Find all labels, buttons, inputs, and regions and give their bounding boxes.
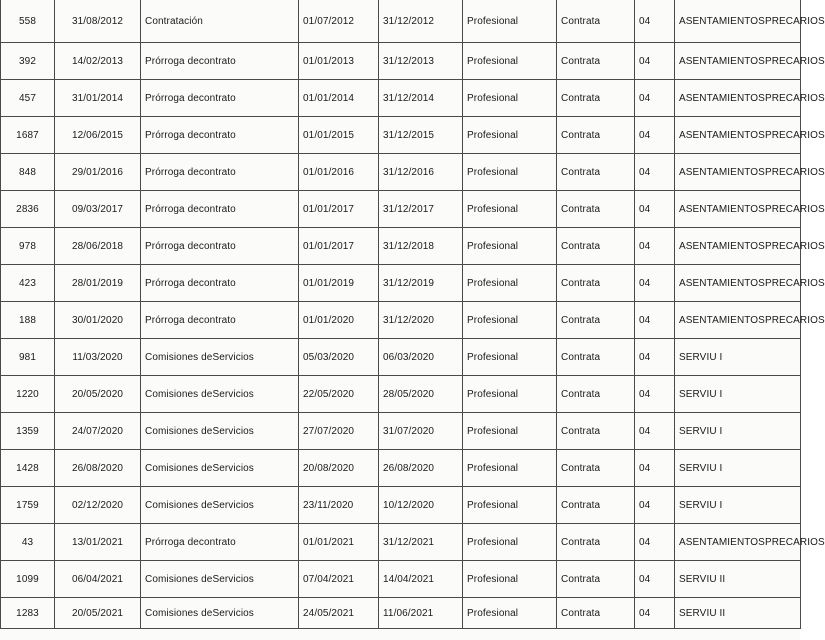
start-date-cell: 27/07/2020 — [299, 413, 379, 450]
action-type-cell: Comisiones deServicios — [141, 339, 299, 376]
start-date-cell: 01/01/2020 — [299, 302, 379, 339]
resolution-number-cell: 188 — [1, 302, 55, 339]
resolution-number-cell: 1687 — [1, 117, 55, 154]
resolution-number-cell: 1428 — [1, 450, 55, 487]
grade-cell: 04 — [635, 413, 675, 450]
resolution-number-cell: 1759 — [1, 487, 55, 524]
assignment-unit-cell: ASENTAMIENTOSPRECARIOS — [675, 117, 801, 154]
contract-type-cell: Contrata — [557, 117, 635, 154]
staff-category-cell: Profesional — [463, 487, 557, 524]
start-date-cell: 01/01/2017 — [299, 191, 379, 228]
grade-cell: 04 — [635, 228, 675, 265]
action-type-cell: Comisiones deServicios — [141, 598, 299, 629]
staff-category-cell: Profesional — [463, 302, 557, 339]
assignment-unit-cell: SERVIU I — [675, 450, 801, 487]
end-date-cell: 31/12/2017 — [379, 191, 463, 228]
table-row — [1, 0, 801, 43]
contract-type-cell: Contrata — [557, 43, 635, 80]
staff-category-cell: Profesional — [463, 413, 557, 450]
contract-type-cell: Contrata — [557, 228, 635, 265]
resolution-date-cell: 26/08/2020 — [55, 450, 141, 487]
start-date-cell: 20/08/2020 — [299, 450, 379, 487]
grade-cell: 04 — [635, 339, 675, 376]
action-type-cell: Prórroga decontrato — [141, 302, 299, 339]
end-date-cell: 31/12/2015 — [379, 117, 463, 154]
end-date-cell: 26/08/2020 — [379, 450, 463, 487]
assignment-unit-cell: ASENTAMIENTOSPRECARIOS — [675, 80, 801, 117]
contract-type-cell: Contrata — [557, 413, 635, 450]
contract-type-cell: Contrata — [557, 561, 635, 598]
staff-category-cell: Profesional — [463, 598, 557, 629]
staff-category-cell: Profesional — [463, 228, 557, 265]
end-date-cell: 14/04/2021 — [379, 561, 463, 598]
start-date-cell: 01/01/2013 — [299, 43, 379, 80]
assignment-unit-cell: SERVIU I — [675, 487, 801, 524]
contract-type-cell: Contrata — [557, 339, 635, 376]
staff-category-cell: Profesional — [463, 0, 557, 43]
end-date-cell: 11/06/2021 — [379, 598, 463, 629]
resolution-date-cell: 14/02/2013 — [55, 43, 141, 80]
resolution-number-cell: 1359 — [1, 413, 55, 450]
start-date-cell: 01/01/2017 — [299, 228, 379, 265]
start-date-cell: 01/01/2014 — [299, 80, 379, 117]
resolution-date-cell: 29/01/2016 — [55, 154, 141, 191]
contract-type-cell: Contrata — [557, 154, 635, 191]
assignment-unit-cell: SERVIU II — [675, 561, 801, 598]
table-row — [1, 191, 801, 228]
start-date-cell: 01/01/2019 — [299, 265, 379, 302]
start-date-cell: 07/04/2021 — [299, 561, 379, 598]
resolution-number-cell: 1220 — [1, 376, 55, 413]
assignment-unit-cell: ASENTAMIENTOSPRECARIOS — [675, 228, 801, 265]
table-row — [1, 450, 801, 487]
resolution-date-cell: 02/12/2020 — [55, 487, 141, 524]
contract-type-cell: Contrata — [557, 0, 635, 43]
resolution-date-cell: 06/04/2021 — [55, 561, 141, 598]
staff-category-cell: Profesional — [463, 80, 557, 117]
grade-cell: 04 — [635, 191, 675, 228]
resolution-number-cell: 457 — [1, 80, 55, 117]
assignment-unit-cell: SERVIU I — [675, 413, 801, 450]
staff-category-cell: Profesional — [463, 524, 557, 561]
staff-category-cell: Profesional — [463, 154, 557, 191]
action-type-cell: Comisiones deServicios — [141, 376, 299, 413]
grade-cell: 04 — [635, 265, 675, 302]
end-date-cell: 31/12/2014 — [379, 80, 463, 117]
resolution-date-cell: 12/06/2015 — [55, 117, 141, 154]
start-date-cell: 05/03/2020 — [299, 339, 379, 376]
grade-cell: 04 — [635, 80, 675, 117]
start-date-cell: 01/07/2012 — [299, 0, 379, 43]
staff-category-cell: Profesional — [463, 265, 557, 302]
assignment-unit-cell: ASENTAMIENTOSPRECARIOS — [675, 43, 801, 80]
staff-category-cell: Profesional — [463, 191, 557, 228]
table-row — [1, 117, 801, 154]
resolution-date-cell: 28/06/2018 — [55, 228, 141, 265]
resolution-number-cell: 848 — [1, 154, 55, 191]
staff-category-cell: Profesional — [463, 450, 557, 487]
staff-category-cell: Profesional — [463, 561, 557, 598]
resolution-number-cell: 981 — [1, 339, 55, 376]
records-table-body — [1, 0, 825, 629]
end-date-cell: 31/12/2016 — [379, 154, 463, 191]
assignment-unit-cell: SERVIU I — [675, 339, 801, 376]
table-row — [1, 487, 801, 524]
resolution-number-cell: 558 — [1, 0, 55, 43]
grade-cell: 04 — [635, 117, 675, 154]
contract-type-cell: Contrata — [557, 598, 635, 629]
action-type-cell: Comisiones deServicios — [141, 450, 299, 487]
contract-type-cell: Contrata — [557, 302, 635, 339]
table-row — [1, 598, 801, 629]
action-type-cell: Prórroga decontrato — [141, 154, 299, 191]
resolution-number-cell: 1099 — [1, 561, 55, 598]
assignment-unit-cell: ASENTAMIENTOSPRECARIOS — [675, 302, 801, 339]
table-row — [1, 561, 801, 598]
staff-category-cell: Profesional — [463, 376, 557, 413]
resolution-date-cell: 24/07/2020 — [55, 413, 141, 450]
action-type-cell: Prórroga decontrato — [141, 265, 299, 302]
resolution-date-cell: 30/01/2020 — [55, 302, 141, 339]
resolution-date-cell: 31/01/2014 — [55, 80, 141, 117]
end-date-cell: 31/07/2020 — [379, 413, 463, 450]
grade-cell: 04 — [635, 450, 675, 487]
end-date-cell: 31/12/2020 — [379, 302, 463, 339]
start-date-cell: 01/01/2016 — [299, 154, 379, 191]
table-row — [1, 154, 801, 191]
assignment-unit-cell: SERVIU I — [675, 376, 801, 413]
end-date-cell: 28/05/2020 — [379, 376, 463, 413]
resolution-date-cell: 20/05/2021 — [55, 598, 141, 629]
resolution-date-cell: 31/08/2012 — [55, 0, 141, 43]
action-type-cell: Prórroga decontrato — [141, 191, 299, 228]
resolution-number-cell: 1283 — [1, 598, 55, 629]
assignment-unit-cell: SERVIU II — [675, 598, 801, 629]
action-type-cell: Prórroga decontrato — [141, 228, 299, 265]
start-date-cell: 01/01/2015 — [299, 117, 379, 154]
assignment-unit-cell: ASENTAMIENTOSPRECARIOS — [675, 191, 801, 228]
action-type-cell: Prórroga decontrato — [141, 43, 299, 80]
table-row — [1, 228, 801, 265]
action-type-cell: Comisiones deServicios — [141, 487, 299, 524]
table-row — [1, 413, 801, 450]
contract-type-cell: Contrata — [557, 524, 635, 561]
assignment-unit-cell: ASENTAMIENTOSPRECARIOS — [675, 524, 801, 561]
contract-type-cell: Contrata — [557, 487, 635, 524]
action-type-cell: Contratación — [141, 0, 299, 43]
assignment-unit-cell: ASENTAMIENTOSPRECARIOS — [675, 265, 801, 302]
resolution-number-cell: 392 — [1, 43, 55, 80]
grade-cell: 04 — [635, 524, 675, 561]
action-type-cell: Prórroga decontrato — [141, 117, 299, 154]
resolution-date-cell: 20/05/2020 — [55, 376, 141, 413]
contract-type-cell: Contrata — [557, 450, 635, 487]
grade-cell: 04 — [635, 598, 675, 629]
grade-cell: 04 — [635, 154, 675, 191]
assignment-unit-cell: ASENTAMIENTOSPRECARIOS — [675, 0, 801, 43]
grade-cell: 04 — [635, 0, 675, 43]
start-date-cell: 22/05/2020 — [299, 376, 379, 413]
grade-cell: 04 — [635, 302, 675, 339]
staff-category-cell: Profesional — [463, 43, 557, 80]
action-type-cell: Prórroga decontrato — [141, 524, 299, 561]
resolution-date-cell: 28/01/2019 — [55, 265, 141, 302]
table-row — [1, 43, 801, 80]
contract-type-cell: Contrata — [557, 191, 635, 228]
contract-type-cell: Contrata — [557, 265, 635, 302]
start-date-cell: 24/05/2021 — [299, 598, 379, 629]
grade-cell: 04 — [635, 376, 675, 413]
table-row — [1, 302, 801, 339]
end-date-cell: 31/12/2018 — [379, 228, 463, 265]
assignment-unit-cell: ASENTAMIENTOSPRECARIOS — [675, 154, 801, 191]
resolution-number-cell: 978 — [1, 228, 55, 265]
end-date-cell: 31/12/2021 — [379, 524, 463, 561]
contract-type-cell: Contrata — [557, 376, 635, 413]
resolution-number-cell: 423 — [1, 265, 55, 302]
table-row — [1, 339, 801, 376]
end-date-cell: 31/12/2019 — [379, 265, 463, 302]
contract-type-cell: Contrata — [557, 80, 635, 117]
end-date-cell: 10/12/2020 — [379, 487, 463, 524]
end-date-cell: 31/12/2013 — [379, 43, 463, 80]
table-row — [1, 265, 801, 302]
resolution-date-cell: 09/03/2017 — [55, 191, 141, 228]
start-date-cell: 01/01/2021 — [299, 524, 379, 561]
resolution-number-cell: 43 — [1, 524, 55, 561]
table-row — [1, 524, 801, 561]
resolution-date-cell: 13/01/2021 — [55, 524, 141, 561]
action-type-cell: Prórroga decontrato — [141, 80, 299, 117]
staff-category-cell: Profesional — [463, 117, 557, 154]
start-date-cell: 23/11/2020 — [299, 487, 379, 524]
grade-cell: 04 — [635, 43, 675, 80]
grade-cell: 04 — [635, 487, 675, 524]
staff-category-cell: Profesional — [463, 339, 557, 376]
grade-cell: 04 — [635, 561, 675, 598]
resolution-date-cell: 11/03/2020 — [55, 339, 141, 376]
action-type-cell: Comisiones deServicios — [141, 413, 299, 450]
resolution-number-cell: 2836 — [1, 191, 55, 228]
end-date-cell: 06/03/2020 — [379, 339, 463, 376]
end-date-cell: 31/12/2012 — [379, 0, 463, 43]
action-type-cell: Comisiones deServicios — [141, 561, 299, 598]
table-row — [1, 376, 801, 413]
table-row — [1, 80, 801, 117]
